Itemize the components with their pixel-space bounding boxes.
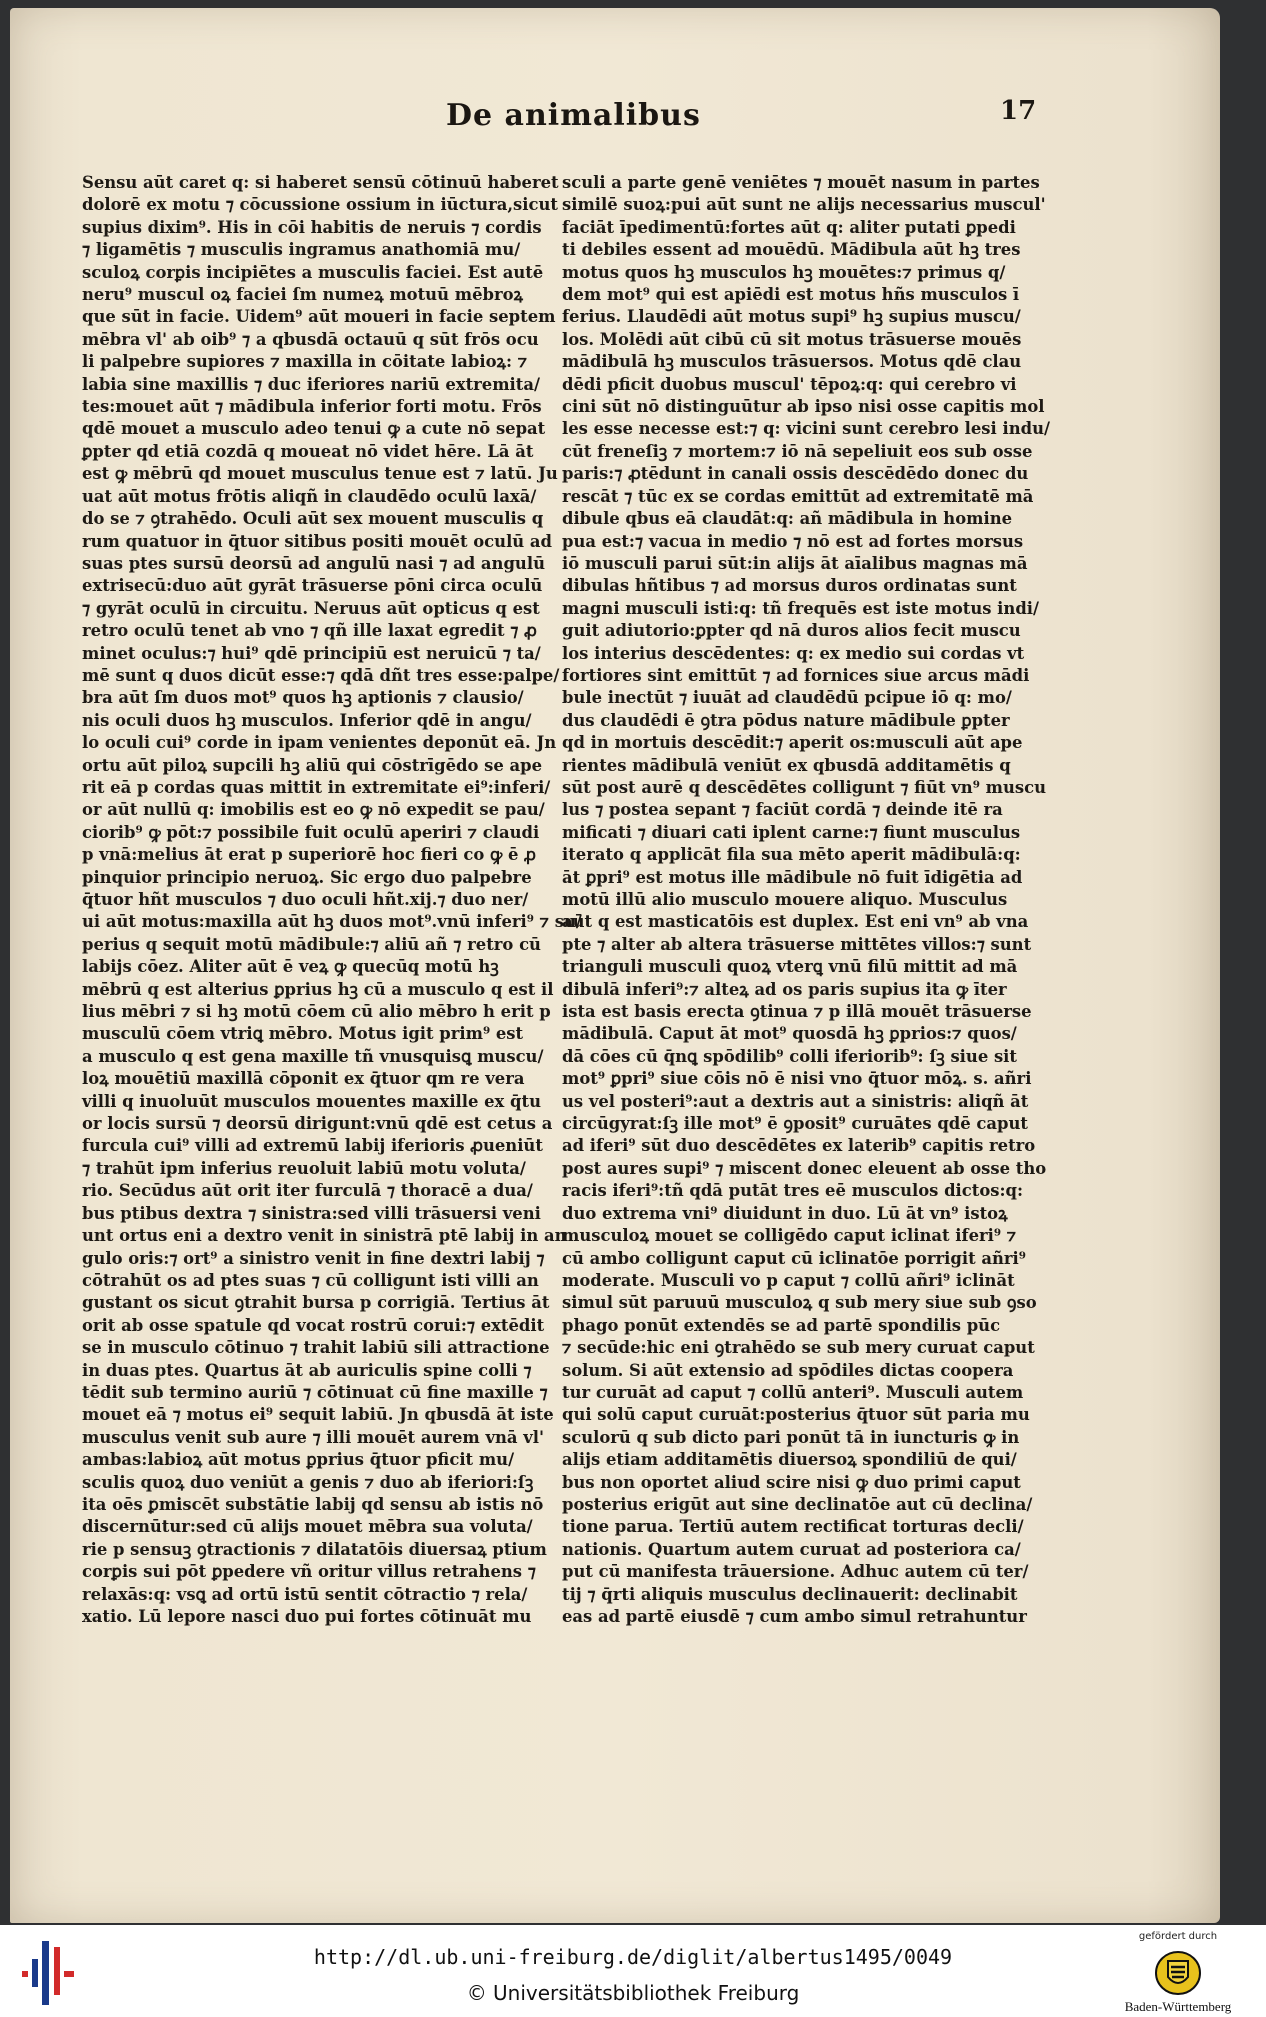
text-line: mādibulā hꝫ musculos trāsuersos. Motus qdē clau: [562, 352, 1022, 372]
text-line: aūt q est masticatōis est duplex. Est eni vn⁹ ab vna: [562, 912, 1029, 932]
text-line: post aures supi⁹ ⁊ miscent donec eleuent ab osse tho: [562, 1158, 1047, 1178]
text-line: āt ꝑpri⁹ est motus ille mādibule nō fuit īdigētia ad: [562, 867, 1023, 887]
text-line: musculū cōem vtriꝗ mēbro. Motus igit prim⁹ est: [82, 1024, 524, 1044]
text-line: bule inectūt ⁊ iuuāt ad claudēdū pcipue iō q: mo/: [562, 688, 1012, 708]
text-line: simul sūt paruuū musculoꝝ q sub mery siue sub ꝯso: [562, 1293, 1037, 1313]
text-line: neru⁹ muscul oꝝ faciei ſm numeꝝ motuū mēbroꝝ: [82, 285, 523, 305]
sponsor-block: [1108, 1931, 1248, 2017]
text-line: supius dixim⁹. His in cōi habitis de neruis ⁊ cordis: [82, 217, 542, 237]
text-line: mēbra vl' ab oib⁹ ⁊ a qbusdā octauū q sūt frōs ocu: [82, 329, 539, 349]
text-line: corꝑis sui pōt ꝑpedere vñ oritur villus retrahens ⁊: [82, 1562, 536, 1582]
text-line: fortiores sint emittūt ⁊ ad fornices siue arcus mādi: [562, 665, 1030, 685]
text-line: mē sunt q duos dicūt esse:⁊ qdā dñt tres esse:palpe/: [82, 665, 560, 685]
text-line: sculorū q sub dicto pari ponūt tā in iuncturis ꝙ in: [562, 1427, 1020, 1447]
text-line: est ꝙ mēbrū qd mouet musculus tenue est ⁊ latū. Ju: [82, 464, 558, 484]
text-line: ⁊ trahūt ipm inferius reuoluit labiū motu voluta/: [82, 1158, 526, 1178]
text-line: dēdi pficit duobus muscul' tēpoꝝ:q: qui cerebro vi: [562, 374, 1017, 394]
text-line: rientes mādibulā veniūt ex qbusdā additamētis q: [562, 755, 1011, 775]
text-line: pua est:⁊ vacua in medio ⁊ nō est ad fortes morsus: [562, 531, 1024, 551]
text-line: ambas:labioꝝ aūt motus ꝑprius q̄tuor pficit mu/: [82, 1450, 515, 1470]
text-line: tēdit sub termino auriū ⁊ cōtinuat cū fine maxille ⁊: [82, 1382, 548, 1402]
text-line: dus claudēdi ē ꝯtra pōdus nature mādibule ꝑpter: [562, 710, 1010, 730]
running-head: De animalibus: [446, 98, 701, 133]
text-line: posterius erigūt aut sine declinatōe aut cū declina/: [562, 1494, 1033, 1514]
text-line: trianguli musculi quoꝝ vterꝗ vnū filū mittit ad mā: [562, 957, 1018, 977]
text-line: qdē mouet a musculo adeo tenui ꝙ a cute nō sepat: [82, 419, 546, 439]
text-line: p vnā:melius āt erat p superiorē hoc fieri co ꝙ ē ꝓ: [82, 845, 536, 865]
text-line: loꝝ mouētiū maxillā cōponit ex q̄tuor qm re vera: [82, 1069, 525, 1089]
text-line: orit ab osse spatule qd vocat rostrū corui:⁊ extēdit: [82, 1315, 545, 1335]
text-line: magni musculi isti:q: tñ frequēs est iste motus indi/: [562, 598, 1039, 618]
text-line: qd in mortuis descēdit:⁊ aperit os:musculi aūt ape: [562, 733, 1023, 753]
text-line: lius mēbri ⁊ si hꝫ motū cōem cū alio mēbro h erit p: [82, 1002, 551, 1022]
text-line: extrisecū:duo aūt gyrāt trāsuerse pōni circa oculū: [82, 576, 543, 596]
text-line: cōtrahūt os ad ptes suas ⁊ cū colligunt isti villi an: [82, 1270, 539, 1290]
text-line: li palpebre supiores ⁊ maxilla in cōitate labioꝝ: ⁊: [82, 352, 528, 372]
text-line: mot⁹ ꝑpri⁹ siue cōis nō ē nisi vno q̄tuor mōꝝ. s. añri: [562, 1069, 1032, 1089]
text-line: retro oculū tenet ab vno ⁊ qñ ille laxat egredit ⁊ ꝓ: [82, 621, 537, 641]
text-line: cūt freneſiꝫ ⁊ mortem:⁊ iō nā sepeliuit eos sub osse: [562, 441, 1033, 461]
text-line: ita oēs ꝑmiscēt substātie labij qd sensu ab istis nō: [82, 1494, 544, 1514]
text-line: suas ptes sursū deorsū ad angulū nasi ⁊ ad angulū: [82, 553, 545, 573]
permalink-url[interactable]: http://dl.ub.uni-freiburg.de/diglit/albertus1495/0049: [313, 1945, 953, 1969]
text-line: mādibulā. Caput āt mot⁹ quosdā hꝫ ꝑprios:⁊ quos/: [562, 1024, 1017, 1044]
text-line: cini sūt nō distinguūtur ab ipso nisi osse capitis mol: [562, 397, 1045, 417]
text-line: sculis quoꝝ duo veniūt a genis ⁊ duo ab iferiori:ſꝫ: [82, 1472, 534, 1492]
text-line: cū ambo colligunt caput cū iclinatōe porrigit añri⁹: [562, 1248, 1026, 1268]
text-line: qui solū caput curuāt:posterius q̄tuor sūt paria mu: [562, 1405, 1030, 1425]
text-line: alijs etiam additamētis diuersoꝝ spondiliū de qui/: [562, 1450, 1017, 1470]
text-line: dem mot⁹ qui est apiēdi est motus hñs musculos ī: [562, 285, 1020, 305]
text-line: villi q inuoluūt musculos mouentes maxille ex q̄tu: [82, 1091, 541, 1111]
text-line: sculoꝝ corꝑis incipiētes a musculis faciei. Est autē: [82, 262, 544, 282]
text-line: sūt post aurē q descēdētes colligunt ⁊ fiūt vn⁹ muscu: [562, 777, 1046, 797]
text-line: gulo oris:⁊ ort⁹ a sinistro venit in fine dextri labij ⁊: [82, 1248, 545, 1268]
text-line: a musculo q est gena maxille tñ vnusquisꝗ muscu/: [82, 1046, 544, 1066]
text-line: nationis. Quartum autem curuat ad posteriora ca/: [562, 1539, 1021, 1559]
text-line: labijs cōez. Aliter aūt ē veꝝ ꝙ quecūq motū hꝫ: [82, 957, 499, 977]
text-line: relaxās:q: vsꝗ ad ortū istū sentit cōtractio ⁊ rela/: [82, 1584, 528, 1604]
text-line: gustant os sicut ꝯtrahit bursa p corrigiā. Tertius āt: [82, 1293, 550, 1313]
text-line: bus ptibus dextra ⁊ sinistra:sed villi trāsuersi veni: [82, 1203, 541, 1223]
sponsor-label: gefördert durch: [1138, 1931, 1218, 1942]
footer-bar: [0, 1925, 1266, 2017]
text-line: ⁊ gyrāt oculū in circuitu. Neruus aūt opticus q est: [82, 598, 540, 618]
text-line: ciorib⁹ ꝙ pōt:⁊ possibile fuit oculū aperiri ⁊ claudi: [82, 822, 540, 842]
baden-wuerttemberg-crest-icon: [1154, 1949, 1202, 1997]
text-line: perius q sequit motū mādibule:⁊ aliū añ ⁊ retro cū: [82, 934, 541, 954]
text-line: mēbrū q est alterius ꝑprius hꝫ cū a musculo q est il: [82, 979, 554, 999]
text-line: sculi a parte genē veniētes ⁊ mouēt nasum in partes: [562, 173, 1040, 192]
text-line: lo oculi cui⁹ corde in ipam venientes deponūt eā. Jn: [82, 733, 557, 753]
text-line: rescāt ⁊ tūc ex se cordas emittūt ad extremitatē mā: [562, 486, 1034, 506]
text-line: les esse necesse est:⁊ q: vicini sunt cerebro lesi indu/: [562, 419, 1050, 439]
text-line: rit eā p cordas quas mittit in extremitate ei⁹:inferi/: [82, 777, 551, 797]
text-line: dolorē ex motu ⁊ cōcussione ossium in iūctura,sicut: [82, 195, 558, 215]
text-line: que sūt in facie. Uidem⁹ aūt moueri in facie septem: [82, 307, 556, 327]
text-line: solum. Si aūt extensio ad spōdiles dictas coopera: [562, 1360, 1014, 1380]
text-line: ad iferi⁹ sūt duo descēdētes ex laterib⁹ capitis retro: [562, 1136, 1036, 1156]
text-line: Sensu aūt caret q: si haberet sensū cōtinuū haberet: [82, 173, 559, 192]
text-line: iterato q applicāt fila sua mēto aperit mādibulā:q:: [562, 845, 1021, 865]
text-line: motū illū alio musculo mouere aliquo. Musculus: [562, 890, 1008, 909]
text-line: pte ⁊ alter ab altera trāsuerse mittētes villos:⁊ sunt: [562, 934, 1032, 954]
manuscript-page: [10, 8, 1220, 1923]
folio-number: 17: [1000, 96, 1037, 126]
text-line: ti debiles essent ad mouēdū. Mādibula aūt hꝫ tres: [562, 240, 1021, 260]
text-column-right: [562, 172, 1050, 1628]
text-line: ꝑpter qd etiā cozdā q moueat nō videt hēre. Lā āt: [82, 441, 534, 461]
text-line: ⁊ ligamētis ⁊ musculis ingramus anathomiā mu/: [82, 240, 521, 260]
text-line: lus ⁊ postea sepant ⁊ faciūt cordā ⁊ deinde itē ra: [562, 800, 1003, 820]
text-line: minet oculus:⁊ hui⁹ qdē principiū est neruicū ⁊ ta/: [82, 643, 541, 663]
text-line: tij ⁊ q̄rti aliquis musculus declinauerit: declinabit: [562, 1584, 1018, 1604]
text-line: dibule qbus eā claudāt:q: añ mādibula in homine: [562, 509, 1013, 529]
text-column-left: [82, 172, 582, 1628]
text-line: dibulas hñtibus ⁊ ad morsus duros ordinatas sunt: [562, 576, 1017, 596]
text-line: duo extrema vni⁹ diuidunt in duo. Lū āt vn⁹ istoꝝ: [562, 1203, 1008, 1223]
sponsor-name: Baden-Württemberg: [1124, 1999, 1232, 2014]
text-line: faciāt īpedimentū:fortes aūt q: aliter putati ꝑpedi: [562, 217, 1016, 237]
text-line: rio. Secūdus aūt orit iter furculā ⁊ thoracē a dua/: [82, 1181, 533, 1201]
text-line: discernūtur:sed cū alijs mouet mēbra sua voluta/: [82, 1517, 533, 1537]
text-line: or locis sursū ⁊ deorsū dirigunt:vnū qdē est cetus a: [82, 1114, 553, 1134]
text-line: dā cōes cū q̄nꝗ spōdilib⁹ colli iferiorib⁹: ſꝫ siue sit: [562, 1046, 1017, 1066]
text-line: mificati ⁊ diuari cati iplent carne:⁊ fiunt musculus: [562, 822, 1021, 842]
text-line: nis oculi duos hꝫ musculos. Inferior qdē in angu/: [82, 710, 532, 730]
text-line: bra aūt ſm duos mot⁹ quos hꝫ aptionis ⁊ clausio/: [82, 688, 524, 708]
text-line: uat aūt motus frōtis aliqñ in claudēdo oculū laxā/: [82, 486, 537, 506]
text-line: xatio. Lū lepore nasci duo pui fortes cōtinuāt mu: [82, 1607, 532, 1626]
text-line: moderate. Musculi vo p caput ⁊ collū añri⁹ iclināt: [562, 1270, 1015, 1290]
text-line: los. Molēdi aūt cibū cū sit motus trāsuerse mouēs: [562, 329, 1022, 349]
text-line: us vel posteri⁹:aut a dextris aut a sinistris: aliqñ āt: [562, 1091, 1029, 1111]
text-line: rum quatuor in q̄tuor sitibus positi mouēt oculū ad: [82, 531, 553, 551]
text-line: eas ad partē eiusdē ⁊ cum ambo simul retrahuntur: [562, 1607, 1027, 1626]
text-line: tur curuāt ad caput ⁊ collū anteri⁹. Musculi autem: [562, 1382, 1024, 1402]
text-line: racis iferi⁹:tñ qdā putāt tres eē musculos dictos:q:: [562, 1181, 1024, 1201]
text-line: or aūt nullū q: imobilis est eo ꝙ nō expedit se pau/: [82, 800, 545, 820]
text-line: musculoꝝ mouet se colligēdo caput iclinat iferi⁹ ⁊: [562, 1226, 1017, 1246]
text-line: q̄tuor hñt musculos ⁊ duo oculi hñt.xij.⁊ duo ner/: [82, 890, 529, 909]
text-line: tione parua. Tertiū autem rectificat torturas decli/: [562, 1517, 1024, 1537]
text-line: ortu aūt piloꝝ supcili hꝫ aliū qui cōstrīgēdo se ape: [82, 755, 543, 775]
text-line: ui aūt motus:maxilla aūt hꝫ duos mot⁹.vnū inferi⁹ ⁊ su/: [82, 912, 582, 932]
text-line: se in musculo cōtinuo ⁊ trahit labiū sili attractione: [82, 1338, 550, 1358]
text-line: do se ⁊ ꝯtrahēdo. Oculi aūt sex mouent musculis q: [82, 509, 544, 529]
text-line: rie p sensuꝫ ꝯtractionis ⁊ dilatatōis diuersaꝝ ptium: [82, 1539, 547, 1559]
text-line: los interius descēdentes: q: ex medio sui cordas vt: [562, 643, 1025, 663]
text-line: bus non oportet aliud scire nisi ꝙ duo primi caput: [562, 1472, 1021, 1492]
text-line: pinquior principio neruoꝝ. Sic ergo duo palpebre: [82, 867, 532, 887]
text-line: ista est basis erecta ꝯtinua ⁊ p illā mouēt trāsuerse: [562, 1002, 1032, 1022]
text-line: circūgyrat:ſꝫ ille mot⁹ ē ꝯposit⁹ curuātes qdē caput: [562, 1114, 1028, 1134]
text-line: furcula cui⁹ villi ad extremū labij iferioris ꝓueniūt: [82, 1136, 543, 1156]
text-line: guit adiutorio:ꝑpter qd nā duros alios fecit muscu: [562, 621, 1021, 641]
text-line: ferius. Llaudēdi aūt motus supi⁹ hꝫ supius muscu/: [562, 307, 1021, 327]
copyright-notice: © Universitätsbibliothek Freiburg: [466, 1981, 800, 2005]
text-line: in duas ptes. Quartus āt ab auriculis spine colli ⁊: [82, 1360, 532, 1380]
text-line: similē suoꝝ:pui aūt sunt ne alijs necessarius muscul': [562, 195, 1046, 215]
text-line: iō musculi parui sūt:in alijs āt aīalibus magnas mā: [562, 553, 1028, 573]
text-line: put cū manifesta trāuersione. Adhuc autem cū ter/: [562, 1562, 1029, 1582]
text-line: mouet eā ⁊ motus ei⁹ sequit labiū. Jn qbusdā āt iste: [82, 1405, 554, 1425]
text-line: musculus venit sub aure ⁊ illi mouēt aurem vnā vl': [82, 1427, 545, 1447]
text-line: tes:mouet aūt ⁊ mādibula inferior forti motu. Frōs: [82, 397, 542, 417]
text-line: ⁊ secūde:hic eni ꝯtrahēdo se sub mery curuat caput: [562, 1338, 1035, 1358]
text-line: dibulā inferi⁹:⁊ alteꝝ ad os paris supius ita ꝙ īter: [562, 979, 1007, 999]
text-line: motus quos hꝫ musculos hꝫ mouētes:⁊ primus q/: [562, 262, 1006, 282]
text-line: paris:⁊ ꝓtēdunt in canali ossis descēdēdo donec du: [562, 464, 1029, 484]
text-line: labia sine maxillis ⁊ duc iferiores nariū extremita/: [82, 374, 540, 394]
text-line: phago ponūt extendēs se ad partē spondilis pūc: [562, 1315, 1001, 1335]
text-line: unt ortus eni a dextro venit in sinistrā ptē labij in an: [82, 1226, 567, 1246]
